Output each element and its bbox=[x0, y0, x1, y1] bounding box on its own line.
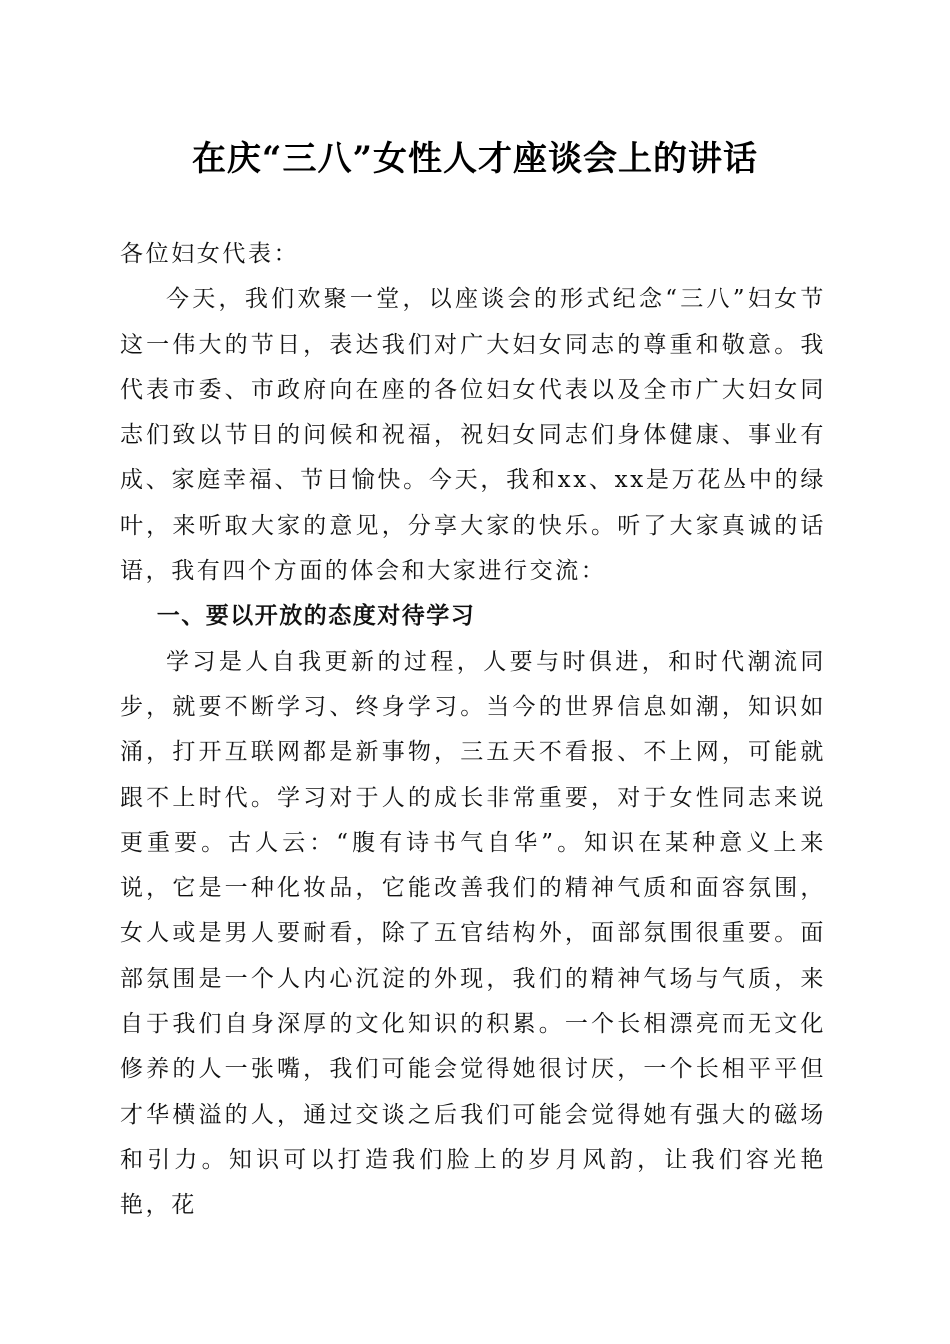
document-body bbox=[120, 232, 826, 1229]
section-heading-1: 一、要以开放的态度对待学习 bbox=[156, 603, 476, 630]
paragraph-opening: 今天，我们欢聚一堂，以座谈会的形式纪念“三八”妇女节这一伟大的节日，表达我们对广大妇女同志的尊重和敬意。我代表市委、市政府向在座的各位妇女代表以及全市广大妇女同志们致以节日的问候和祝福，祝妇女同志们身体健康、事业有成、家庭幸福、节日愉快。今天，我和xx、xx是万花丛中的绿叶，来听取大家的意见，分享大家的快乐。听了大家真诚的话语，我有四个方面的体会和大家进行交流： bbox=[120, 286, 826, 585]
paragraph-learning: 学习是人自我更新的过程，人要与时俱进，和时代潮流同步，就要不断学习、终身学习。当今的世界信息如潮，知识如涌，打开互联网都是新事物，三五天不看报、不上网，可能就跟不上时代。学习对于人的成长非常重要，对于女性同志来说更重要。古人云：“腹有诗书气自华”。知识在某种意义上来说，它是一种化妆品，它能改善我们的精神气质和面容氛围，女人或是男人要耐看，除了五官结构外，面部氛围很重要。面部氛围是一个人内心沉淀的外现，我们的精神气场与气质，来自于我们自身深厚的文化知识的积累。一个长相漂亮而无文化修养的人一张嘴，我们可能会觉得她很讨厌，一个长相平平但才华横溢的人，通过交谈之后我们可能会觉得她有强大的磁场和引力。知识可以打造我们脸上的岁月风韵，让我们容光艳艳，花 bbox=[120, 648, 826, 1219]
document-title: 在庆“三八”女性人才座谈会上的讲话 bbox=[191, 139, 759, 179]
salutation: 各位妇女代表： bbox=[120, 241, 300, 267]
